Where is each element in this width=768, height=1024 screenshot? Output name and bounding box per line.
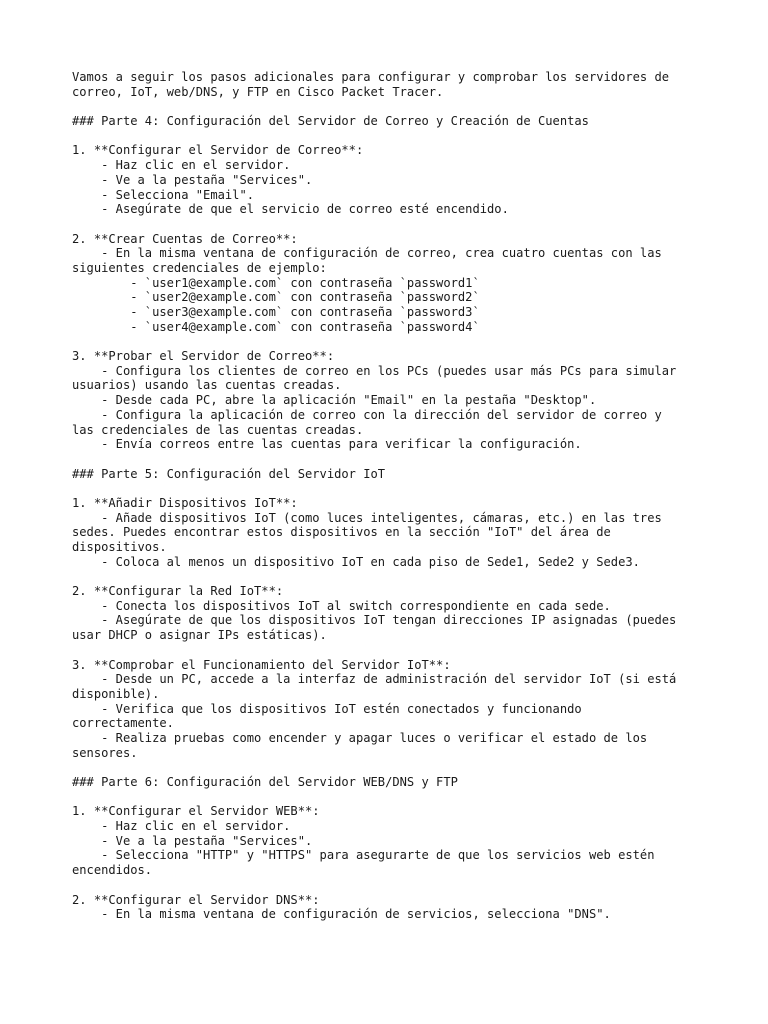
blank-line xyxy=(72,481,712,496)
text-line: 3. **Probar el Servidor de Correo**: xyxy=(72,349,335,364)
blank-line xyxy=(72,569,712,584)
text-line: correctamente. xyxy=(72,716,174,731)
text-line: Vamos a seguir los pasos adicionales para configurar y comprobar los servidores de xyxy=(72,70,670,84)
text-line: - En la misma ventana de configuración de correo, crea cuatro cuentas con las xyxy=(72,246,662,261)
text-line: siguientes credenciales de ejemplo: xyxy=(72,260,327,275)
text-line: usar DHCP o asignar IPs estáticas). xyxy=(72,628,327,643)
text-line: - Haz clic en el servidor. xyxy=(72,158,291,173)
blank-line xyxy=(72,452,712,467)
text-line: 1. **Configurar el Servidor WEB**: xyxy=(72,804,320,819)
text-line: - Asegúrate de que los dispositivos IoT tengan direcciones IP asignadas (puedes xyxy=(72,613,677,628)
text-line: ### Parte 5: Configuración del Servidor IoT xyxy=(72,466,386,481)
text-line: 1. **Añadir Dispositivos IoT**: xyxy=(72,495,298,510)
text-line: - Envía correos entre las cuentas para verificar la configuración. xyxy=(72,437,582,452)
text-line: 3. **Comprobar el Funcionamiento del Servidor IoT**: xyxy=(72,657,451,672)
text-line: - Verifica que los dispositivos IoT estén conectados y funcionando xyxy=(72,701,582,716)
text-line: - Haz clic en el servidor. xyxy=(72,819,291,834)
text-line: 2. **Crear Cuentas de Correo**: xyxy=(72,231,298,246)
document-body xyxy=(72,70,712,922)
text-line: ### Parte 4: Configuración del Servidor de Correo y Creación de Cuentas xyxy=(72,114,589,129)
blank-line xyxy=(72,643,712,658)
text-line: las credenciales de las cuentas creadas. xyxy=(72,422,364,437)
text-line: 1. **Configurar el Servidor de Correo**: xyxy=(72,143,364,158)
text-line: - En la misma ventana de configuración de servicios, selecciona "DNS". xyxy=(72,907,611,922)
text-line: - Añade dispositivos IoT (como luces inteligentes, cámaras, etc.) en las tres xyxy=(72,510,662,525)
text-line: - Asegúrate de que el servicio de correo esté encendido. xyxy=(72,202,509,217)
text-line: - Selecciona "HTTP" y "HTTPS" para asegurarte de que los servicios web estén xyxy=(72,848,655,863)
text-line: - `user2@example.com` con contraseña `password2` xyxy=(72,290,480,305)
text-line: - Coloca al menos un dispositivo IoT en cada piso de Sede1, Sede2 y Sede3. xyxy=(72,554,640,569)
text-line: sedes. Puedes encontrar estos dispositivos en la sección "IoT" del área de xyxy=(72,525,611,540)
text-line: - Realiza pruebas como encender y apagar luces o verificar el estado de los xyxy=(72,730,648,745)
blank-line xyxy=(72,129,712,144)
text-line: 2. **Configurar el Servidor DNS**: xyxy=(72,892,320,907)
text-line: disponible). xyxy=(72,686,160,701)
text-line: - Desde un PC, accede a la interfaz de administración del servidor IoT (si está xyxy=(72,672,677,687)
text-line: - Desde cada PC, abre la aplicación "Email" en la pestaña "Desktop". xyxy=(72,393,597,408)
text-line: - Ve a la pestaña "Services". xyxy=(72,833,313,848)
text-line: 2. **Configurar la Red IoT**: xyxy=(72,584,284,599)
text-line: ### Parte 6: Configuración del Servidor WEB/DNS y FTP xyxy=(72,775,458,789)
blank-line xyxy=(72,760,712,775)
text-line: - `user1@example.com` con contraseña `password1` xyxy=(72,275,480,290)
blank-line xyxy=(72,334,712,349)
text-line: - `user4@example.com` con contraseña `password4` xyxy=(72,319,480,334)
text-line: dispositivos. xyxy=(72,540,167,554)
text-line: encendidos. xyxy=(72,863,153,878)
text-line: - Selecciona "Email". xyxy=(72,187,255,202)
blank-line xyxy=(72,217,712,232)
text-line: usuarios) usando las cuentas creadas. xyxy=(72,378,342,393)
text-line: sensores. xyxy=(72,745,138,760)
text-line: correo, IoT, web/DNS, y FTP en Cisco Packet Tracer. xyxy=(72,84,444,99)
blank-line xyxy=(72,99,712,114)
text-line: - Configura la aplicación de correo con la dirección del servidor de correo y xyxy=(72,407,662,422)
text-line: - Conecta los dispositivos IoT al switch correspondiente en cada sede. xyxy=(72,598,611,613)
blank-line xyxy=(72,790,712,805)
blank-line xyxy=(72,878,712,893)
text-line: - `user3@example.com` con contraseña `password3` xyxy=(72,305,480,319)
text-line: - Ve a la pestaña "Services". xyxy=(72,172,313,187)
text-line: - Configura los clientes de correo en los PCs (puedes usar más PCs para simular xyxy=(72,363,677,378)
